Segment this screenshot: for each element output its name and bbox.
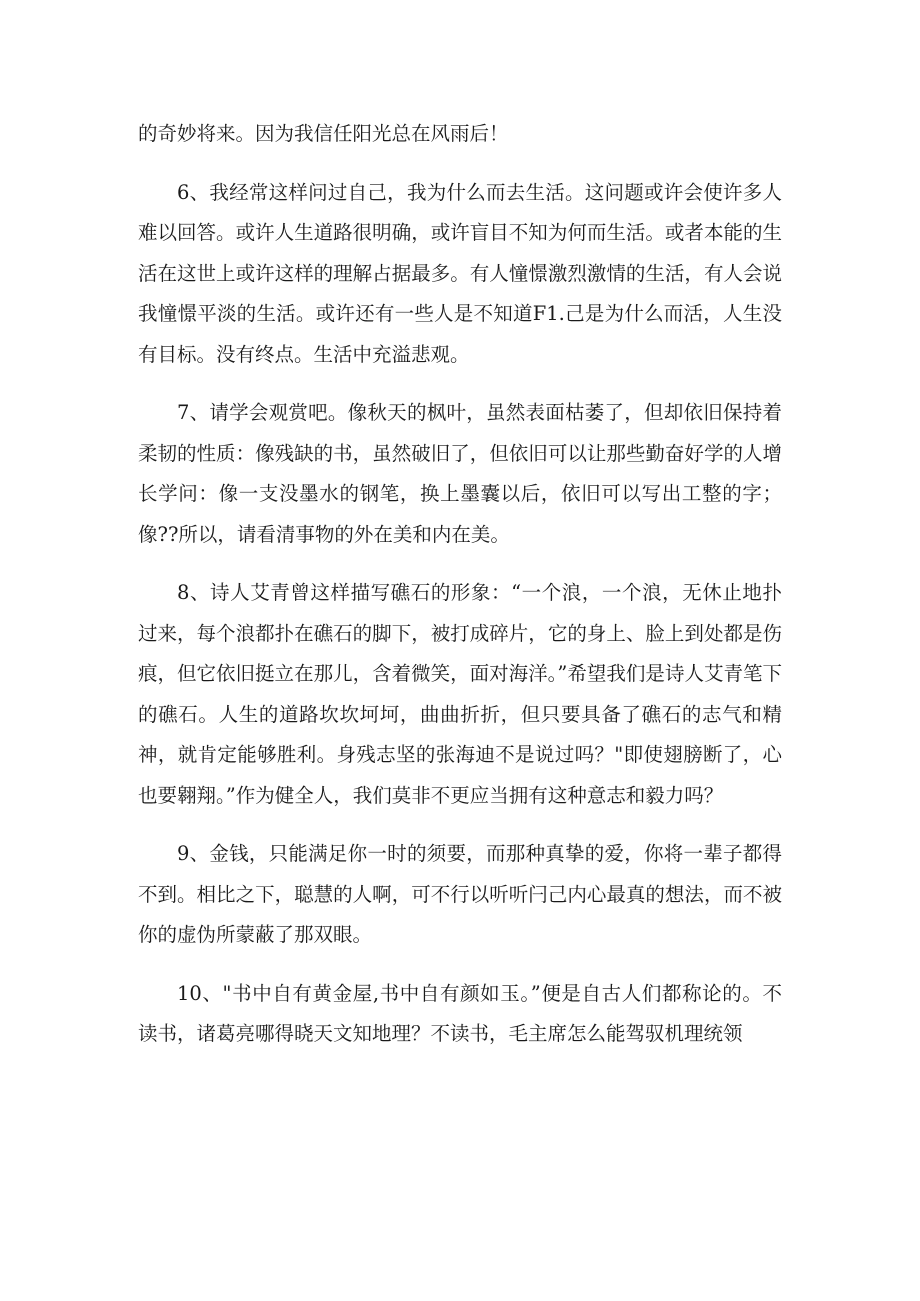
document-body: [138, 114, 782, 1073]
paragraph-7: 7、请学会观赏吧。像秋天的枫叶，虽然表面枯萎了，但却依旧保持着柔韧的性质：像残缺的书，虽然破旧了，但依旧可以让那些勤奋好学的人增长学问：像一支没墨水的钢笔，换上墨囊以后，依旧可以写出工整的字；像??所以，请看清事物的外在美和内在美。: [138, 401, 782, 546]
paragraph-8: 8、诗人艾青曾这样描写礁石的形象：“一个浪，一个浪，无休止地扑过来，每个浪都扑在礁石的脚下，被打成碎片，它的身上、脸上到处都是伤痕，但它依旧挺立在那儿，含着微笑，面对海洋。”希望我们是诗人艾青笔下的礁石。人生的道路坎坎坷坷，曲曲折折，但只要具备了礁石的志气和精神，就肯定能够胜利。身残志坚的张海迪不是说过吗？"即使翅膀断了，心也要翱翔。”作为健全人，我们莫非不更应当拥有这种意志和毅力吗？: [138, 581, 782, 807]
paragraph-6: 6、我经常这样问过自己，我为什么而去生活。这问题或许会使许多人难以回答。或许人生道路很明确，或许盲目不知为何而生活。或者本能的生活在这世上或许这样的理解占据最多。有人憧憬激烈激情的生活，有人会说我憧憬平淡的生活。或许还有一些人是不知道F1.己是为什么而活，人生没有目标。没有终点。生活中充溢悲观。: [138, 180, 782, 366]
paragraph-continuation: 的奇妙将来。因为我信任阳光总在风雨后！: [138, 122, 509, 145]
paragraph-9: 9、金钱，只能满足你一时的须要，而那种真挚的爱，你将一辈子都得不到。相比之下，聪慧的人啊，可不行以听听闩己内心最真的想法，而不被你的虚伪所蒙蔽了那双眼。: [138, 842, 782, 946]
paragraph-10: 10、"书中自有黄金屋,书中自有颜如玉。”便是自古人们都称论的。不读书，诸葛亮哪得晓天文知地理？不读书，毛主席怎么能驾驭机理统领: [138, 981, 782, 1045]
